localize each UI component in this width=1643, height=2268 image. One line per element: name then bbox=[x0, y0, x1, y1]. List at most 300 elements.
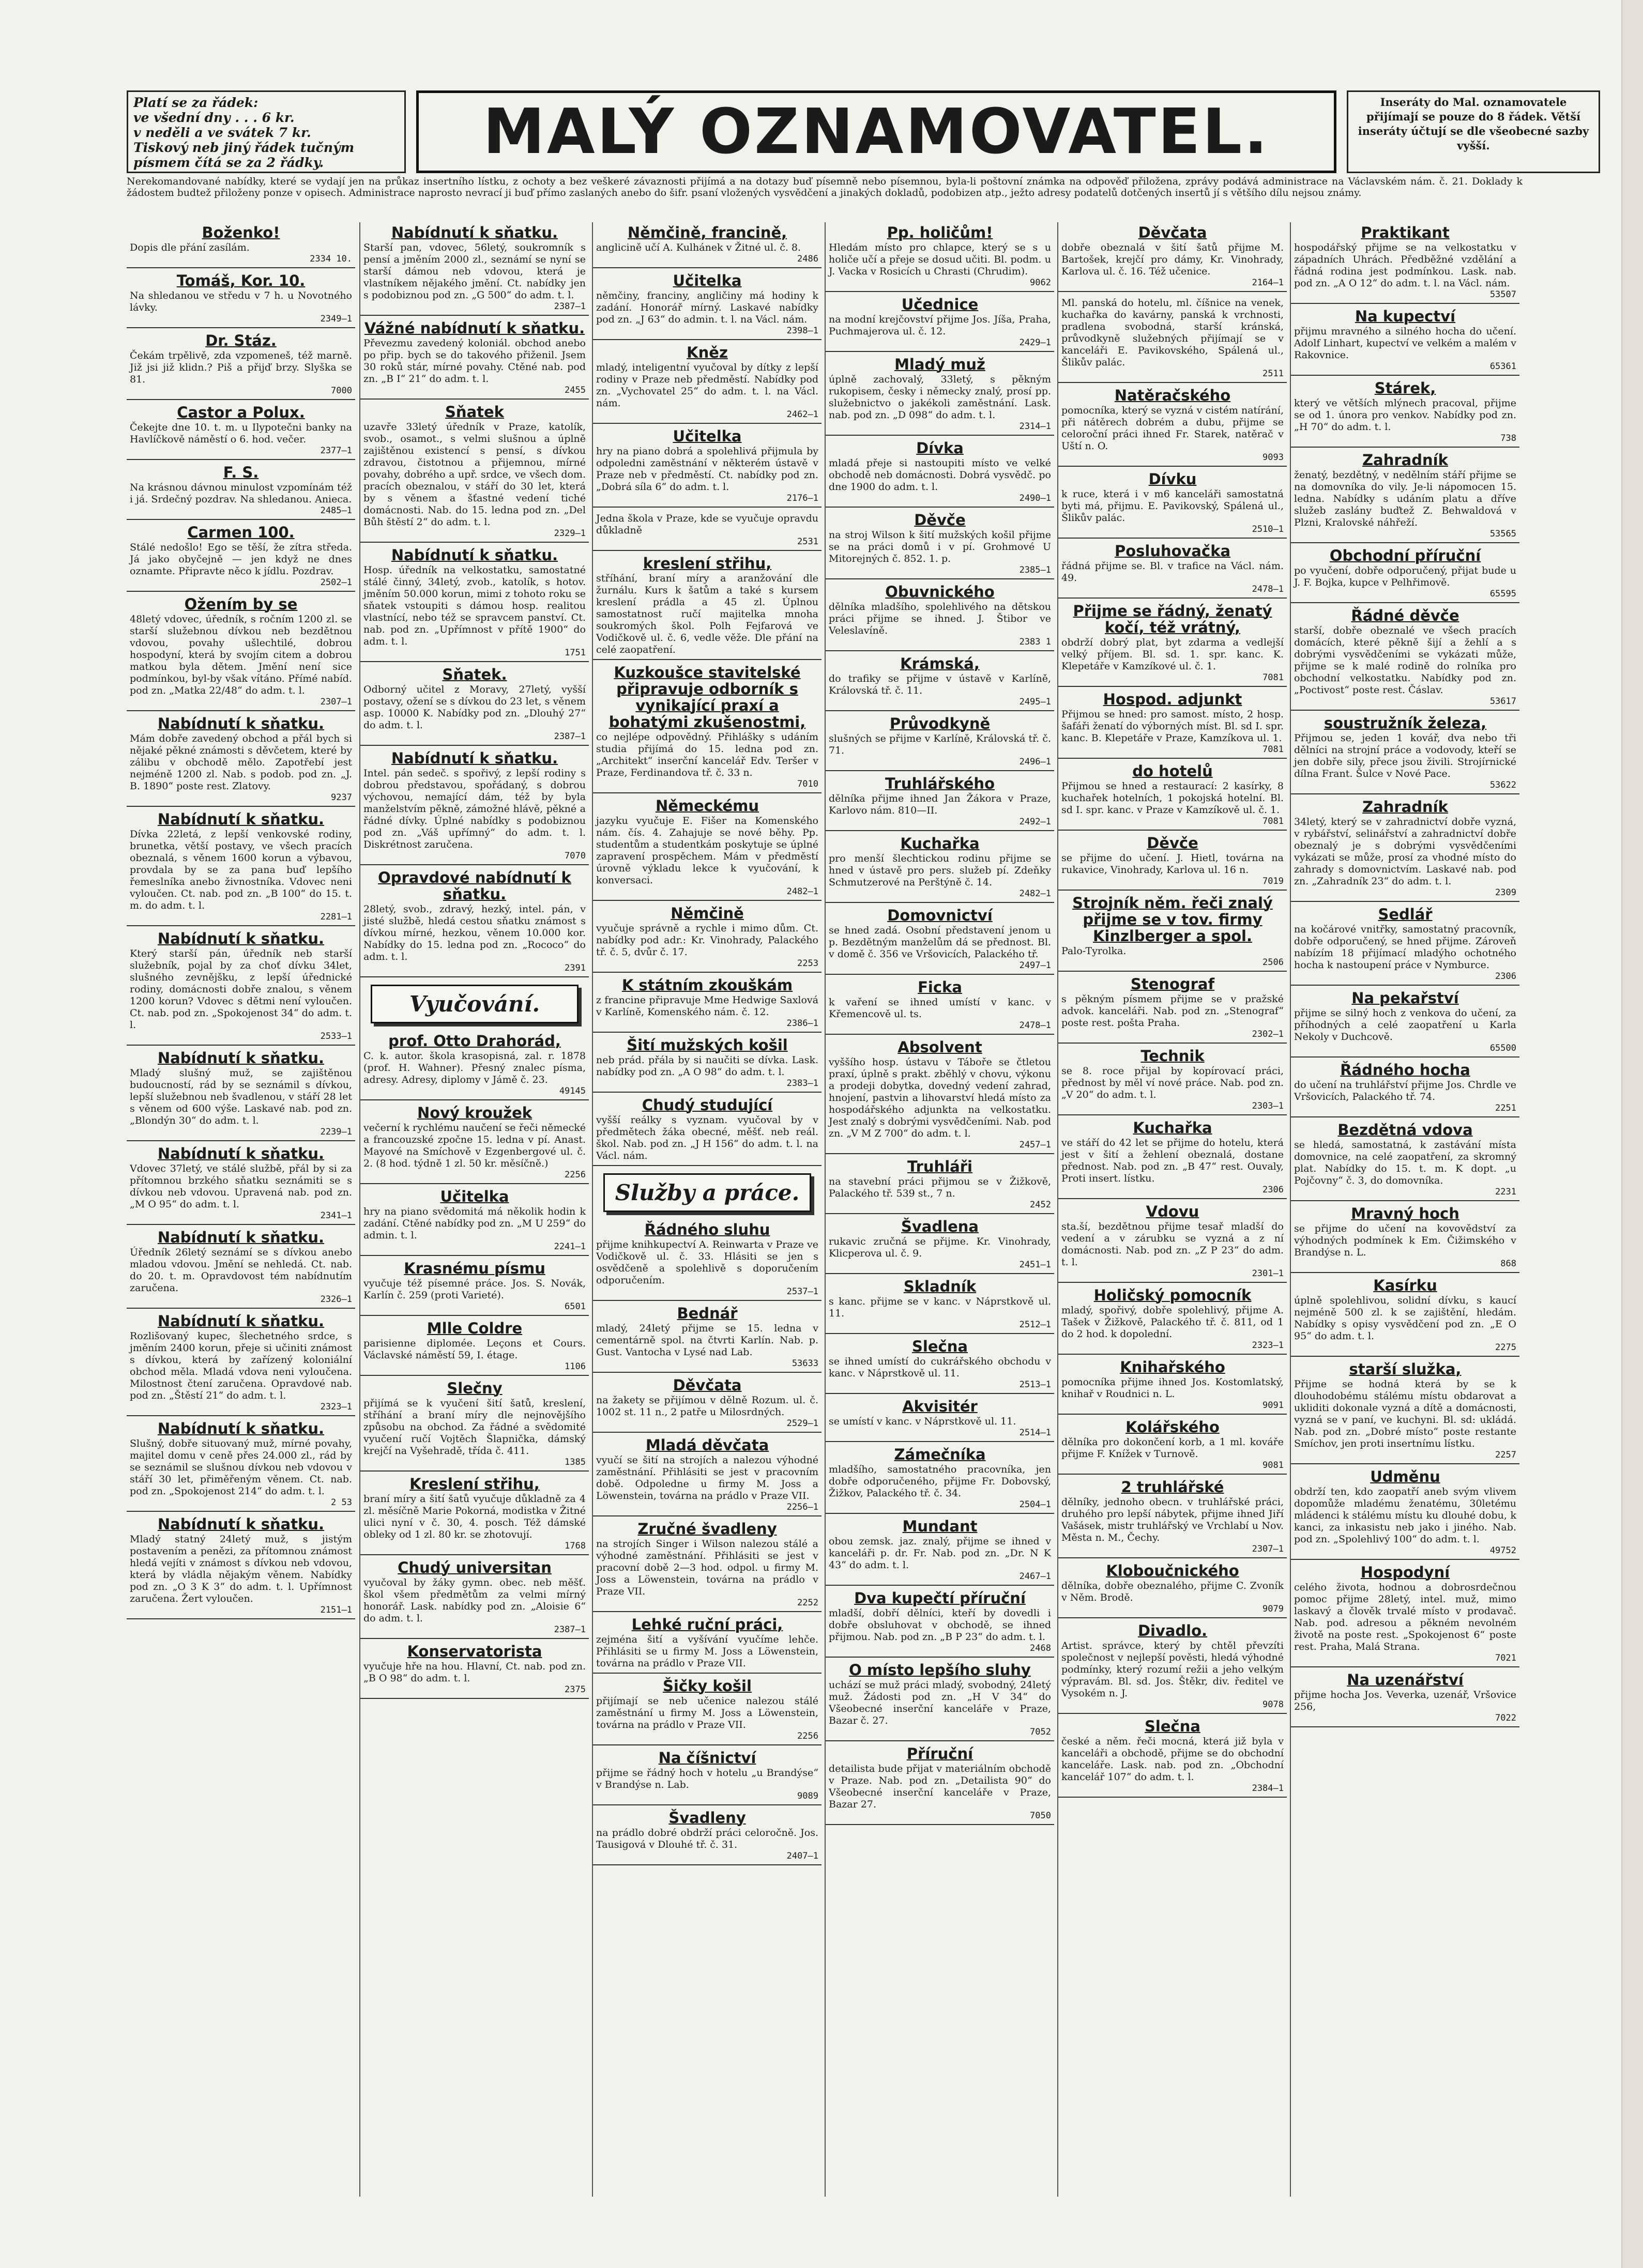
classified-ad bbox=[826, 1336, 1054, 1394]
ad-number: 65500 bbox=[1489, 1043, 1516, 1053]
ad-text: se umístí v kanc. v Náprstkově ul. 11. bbox=[829, 1416, 1016, 1427]
ad-text: Ml. panská do hotelu, ml. číšnice na venek, kuchařka do kavárny, panská k vrchnosti, pradlena svobodná, starší kránská, průvodkyně služebných přijímají se v kanceláři E. Pavikovského, Spálená ul., Šlikův palác. bbox=[1061, 297, 1284, 368]
classified-ad bbox=[1058, 1357, 1287, 1415]
ad-number: 2256 bbox=[565, 1170, 586, 1180]
ad-heading: Nabídnutí k sňatku. bbox=[157, 1312, 325, 1330]
ad-text: Mladý statný 24letý muž, s jistým postavením a penězi, za přítomnou známost hledá vejíti v známost s dívkou neb vdovou, která by vládla nějakým věnem. Nabídky pod zn. „O 3 K 3“ do adm. t. l. Upřímnost zaručena. Žert vyloučen. bbox=[130, 1534, 352, 1604]
ad-text: pomocníka, který se vyzná v cistém natírání, při nátěrech dobrém a dubu, přijme se celoroční práci ihned Fr. Starek, natěrač v Uští n. O. bbox=[1061, 405, 1284, 452]
ad-number: 2512—1 bbox=[1019, 1320, 1051, 1330]
classified-ad bbox=[1058, 541, 1287, 599]
ad-text: k vaření se ihned umístí v kanc. v Křemencově ul. ts. bbox=[829, 997, 1051, 1020]
classified-ad bbox=[826, 354, 1054, 436]
classified-ad bbox=[360, 1102, 589, 1184]
classified-ad bbox=[1291, 1275, 1519, 1357]
ad-number: 53565 bbox=[1489, 529, 1516, 539]
ad-heading: Šití mužských košil bbox=[627, 1036, 788, 1054]
classified-ad bbox=[1291, 1466, 1519, 1560]
classified-ad bbox=[593, 1676, 822, 1745]
ad-heading: Zahradník bbox=[1362, 798, 1448, 816]
classified-ad bbox=[1058, 974, 1287, 1044]
ad-number: 2529—1 bbox=[786, 1418, 818, 1429]
ad-heading: Ožením by se bbox=[184, 595, 298, 613]
ad-text: na prádlo dobré obdrží práci celoročně. Jos. Tausigová v Dlouhé tř. č. 31. bbox=[596, 1827, 818, 1850]
ad-heading: Zámečníka bbox=[894, 1446, 986, 1463]
ad-heading: Řádného hocha bbox=[1340, 1061, 1470, 1079]
ad-text: celého života, hodnou a dobrosrdečnou pomoc přijme 28letý, intel. muž, mimo laskavý a člověk trvalé místo v prodavač. Nab. pod. adresou a pěkném nevolném životě na poste rest. „Spokojenost 6“ poste rest. Praha, Malá Strana. bbox=[1294, 1582, 1516, 1652]
ad-number: 2384—1 bbox=[1252, 1783, 1284, 1794]
ad-text: Mám dobře zavedený obchod a přál bych si nějaké pěkné známosti s děvčetem, které by zálibu v obchodě mělo. Zapotřebí jest nejméně 1200 zl. Nab. s podob. pod zn. „J. B. 1890“ poste rest. Zlatovy. bbox=[130, 733, 352, 792]
ad-number: 2492—1 bbox=[1019, 817, 1051, 827]
ad-number: 2429—1 bbox=[1019, 338, 1051, 348]
classified-ad bbox=[127, 713, 355, 807]
ad-number: 9089 bbox=[797, 1791, 818, 1801]
ad-heading: Sedlář bbox=[1378, 906, 1433, 923]
classified-ad bbox=[127, 330, 355, 400]
ad-text: přijme se silný hoch z venkova do učení, za příhodných a celé zaopatření u Karla Nekoly v Duchcově. bbox=[1294, 1007, 1516, 1043]
ad-number: 2486 bbox=[797, 254, 818, 264]
classified-ad bbox=[127, 1311, 355, 1416]
classified-ad bbox=[1058, 385, 1287, 467]
classified-ad bbox=[360, 664, 589, 746]
ad-text: mladý, spořivý, dobře spolehlivý, přijme A. Tašek v Žižkově, Palackého tř. č. 811, od 1 do 2 hod. k dopolední. bbox=[1061, 1305, 1284, 1340]
ad-heading: Řádné děvče bbox=[1351, 607, 1459, 624]
ad-text: dělníky, jednoho obecn. v truhlářské práci, druhého pro lepší nábytek, přijme ihned Jiří Vašásek, mistr truhlářský ve Vrchlabí u Nov. Města n. M., Čechy. bbox=[1061, 1496, 1284, 1543]
ad-number: 6501 bbox=[565, 1301, 586, 1312]
classified-ad bbox=[127, 1143, 355, 1225]
ad-heading: Ficka bbox=[918, 978, 962, 996]
ad-heading: 2 truhlářské bbox=[1121, 1478, 1224, 1496]
ad-number: 9237 bbox=[331, 792, 352, 803]
classified-ad bbox=[826, 581, 1054, 651]
ad-text: Hledám místo pro chlapce, který se s u holiče učí a přeje se dosud učiti. Bl. podm. u J. Vacka v Rosicích u Chrasti (Chrudim). bbox=[829, 242, 1051, 277]
classified-ad bbox=[1058, 294, 1287, 383]
classified-ad bbox=[127, 928, 355, 1046]
ad-number: 2490—1 bbox=[1019, 493, 1051, 503]
ad-heading: Udměnu bbox=[1370, 1468, 1440, 1485]
ad-text: 34letý, který se v zahradnictví dobře vyzná, v rybářství, selinářství a zahradnictví dobře obeznalý je s dobrými vysvědčeními vykázati se může, prosí za vhodné místo do zahrady s domovnictvím. Laskavé nab. pod zn. „Zahradník 23“ do adm. t. l. bbox=[1294, 816, 1516, 887]
classified-ad bbox=[826, 1660, 1054, 1741]
section-banner: Vyučování. bbox=[371, 985, 579, 1023]
classified-ad bbox=[1058, 469, 1287, 539]
ad-text: přijmu mravného a silného hocha do učení. Adolf Linhart, kupectví ve velkém a malém v Rakovnice. bbox=[1294, 326, 1516, 361]
ad-text: obou zemsk. jaz. znalý, přijme se ihned v kanceláři p. dr. Fr. Nab. pod zn. „Dr. N K 43“ do adm. t. l. bbox=[829, 1536, 1051, 1571]
ad-heading: Absolvent bbox=[897, 1038, 982, 1056]
ad-number: 7000 bbox=[331, 386, 352, 396]
classified-ad bbox=[1058, 1477, 1287, 1558]
ad-heading: Nabídnutí k sňatku. bbox=[157, 1049, 325, 1067]
classified-ad bbox=[593, 426, 822, 508]
ad-number: 868 bbox=[1500, 1259, 1516, 1269]
ad-text: přijme se řádný hoch v hotelu „u Brandýse“ v Brandýse n. Lab. bbox=[596, 1767, 818, 1790]
ad-heading: Řádného sluhu bbox=[644, 1221, 770, 1238]
ad-text: mladý, 24letý přijme se 15. ledna v cementárně spol. na čtvrti Karlín. Nab. p. Gust. Vantocha v Lysé nad Lab. bbox=[596, 1323, 818, 1358]
classified-ad bbox=[593, 1303, 822, 1373]
ad-number: 53507 bbox=[1489, 289, 1516, 300]
ad-text: vyučuje hře na hou. Hlavní, Ct. nab. pod zn. „B O 98“ do adm. t. l. bbox=[363, 1661, 586, 1684]
ad-text: Na shledanou ve středu v 7 h. u Novotného lávky. bbox=[130, 290, 352, 313]
ad-heading: prof. Otto Drahorád, bbox=[388, 1032, 561, 1050]
ad-number: 2239—1 bbox=[320, 1127, 352, 1137]
ad-text: přijme hocha Jos. Veverka, uzenář, Vršovice 256, bbox=[1294, 1689, 1516, 1712]
ad-heading: Sňatek. bbox=[442, 666, 507, 683]
ad-number: 2251 bbox=[1495, 1103, 1516, 1113]
ad-text: se přijme do učení na kovovědství za výhodných podmínek k Em. Čižimského v Brandýse n. L. bbox=[1294, 1223, 1516, 1258]
ad-heading: do hotelů bbox=[1132, 762, 1213, 780]
classified-ad bbox=[127, 1227, 355, 1309]
ad-heading: K státním zkouškám bbox=[621, 976, 793, 994]
price-line: ve všední dny . . . 6 kr. bbox=[133, 110, 295, 125]
ad-number: 2386—1 bbox=[786, 1018, 818, 1029]
ad-text: na žakety se přijímou v dělně Rozum. ul. č. 1002 st. 11 n., 2 patře u Milosrdných. bbox=[596, 1394, 818, 1418]
ad-text: Intel. pán sedeč. s spořivý, z lepší rodiny s dobrou představou, spořádaný, s dobrou výchovou, nemající dám, též by byla manželstvím pěkně, zámožné hlávě, pěkné a řádné dívky. Úplné nabídky s podobiznou pod zn. „Váš upřímný“ do adm. t. l. Diskrétnost zaručena. bbox=[363, 768, 586, 850]
ad-text: na kočárové vnitřky, samostatný pracovník, dobře odporučený, se hned přijme. Zároveň nabízím 18 přijímací mladýho ochotného hocha k nastoupení práce v Nymburce. bbox=[1294, 924, 1516, 971]
ad-heading: Slečna bbox=[1145, 1718, 1200, 1735]
ad-number: 2307—1 bbox=[1252, 1544, 1284, 1554]
ad-heading: Na číšnictví bbox=[658, 1749, 756, 1767]
ad-heading: Na kupectví bbox=[1355, 308, 1456, 325]
ad-number: 2497—1 bbox=[1019, 960, 1051, 971]
ad-text: řádná přijme se. Bl. v trafice na Václ. nám. 49. bbox=[1061, 560, 1284, 584]
ad-text: Který starší pán, úředník neb starší služebník, pojal by za choť dívku 34let, slušného zevnějšku, z lepší úřednické rodiny, domácnosti dobře znalou, s věnem 1200 korun? Vdovec s dětmi není vyloučen. Ct. nab. pod zn. „Spokojenost 34“ do adm. t. l. bbox=[130, 948, 352, 1031]
classified-ad bbox=[360, 1378, 589, 1472]
ad-heading: Šičky košil bbox=[663, 1677, 752, 1695]
ad-text: na stroj Wilson k šití mužských košil přijme se na práci domů i v pí. Grohmové U Mitorejných č. 852. 1. p. bbox=[829, 529, 1051, 564]
ad-text: anglicině učí A. Kulhánek v Žitné ul. č. 8. bbox=[596, 242, 801, 253]
ad-text: Čekejte dne 10. t. m. u Ilypotečni banky na Havlíčkově náměstí o 6. hod. večer. bbox=[130, 422, 352, 445]
classified-ad bbox=[593, 1095, 822, 1166]
classified-ad bbox=[360, 1318, 589, 1376]
ad-number: 2257 bbox=[1495, 1450, 1516, 1460]
ad-text: se 8. roce přijal by kopírovací práci, přednost by měl ví nové práce. Nab. pod zn. „V 20“ do adm. t. l. bbox=[1061, 1065, 1284, 1100]
ad-number: 7019 bbox=[1262, 876, 1284, 886]
classified-ad bbox=[826, 510, 1054, 579]
classified-ad bbox=[1291, 1359, 1519, 1464]
classified-ad bbox=[1291, 1203, 1519, 1273]
ad-number: 2375 bbox=[565, 1684, 586, 1695]
ad-number: 2383—1 bbox=[786, 1078, 818, 1089]
ad-text: Hosp. úředník na velkostatku, samostatné stálé činný, 34letý, zvob., katolík, s hotov. jměním 50.000 korun, mimi z tohoto roku se sňatek vstoupiti s dámou hosp. realitou vlastnící, nebo též se spravcem panství. Ct. nab. pod zn. „Upřímnost v přítě 1900“ do adm. t. l. bbox=[363, 564, 586, 647]
ad-number: 2514—1 bbox=[1019, 1428, 1051, 1438]
classified-ad bbox=[593, 1035, 822, 1093]
ad-heading: Kuzkoušce stavitelské připravuje odborník s vynikající praxí a bohatými zkušenostmi, bbox=[608, 664, 806, 731]
ad-number: 2323—1 bbox=[1252, 1340, 1284, 1351]
ad-text: co nejlépe odpovědný. Přihlášky s udáním studia přijímá do 15. ledna pod zn. „Architekt“ inserční kancelář Edv. Teršer v Praze, Ferdinandova tř. č. 33 n. bbox=[596, 731, 818, 778]
ad-heading: Slečny bbox=[447, 1380, 503, 1397]
ad-text: do učení na truhlářství přijme Jos. Chrdle ve Vršovicích, Palackého tř. 74. bbox=[1294, 1079, 1516, 1102]
ad-text: který ve větších mlýnech pracoval, přijme se od 1. února pro venkov. Nabídky pod zn. „H 70“ do adm. t. l. bbox=[1294, 397, 1516, 433]
classified-ad bbox=[360, 1258, 589, 1316]
ad-text: uzavře 33letý úředník v Praze, katolík, svob., osamot., s velmi slušnou a úplně zajištěnou existencí s pensí, s dívkou zdravou, čistotnou a přijemnou, mírné povahy, dobrého a upř. srdce, ve všech dom. pracích obeznalou, v stáří do 30 let, která by s věnem a šťastné vedení tiché domácnosti. Nab. do 15. ledna pod zn. „Del Bůh štěstí 2“ do adm. t. l. bbox=[363, 421, 586, 528]
ad-text: k ruce, která i v m6 kanceláři samostatná byti má, přijmu. E. Pavikovský, Spálená ul., Šlikův palác. bbox=[1061, 488, 1284, 524]
ad-number: 2385—1 bbox=[1019, 565, 1051, 575]
ad-text: vyššího hosp. ústavu v Táboře se čtletou praxí, úplně s prakt. zběhlý v chovu, výkonu a prodeji dobytka, dovedný vedení zahrad, hnojení, pastvin a lihovarství hledá místo za hospodářského adjunkta na velkostatku. Jest znalý s dobrými vysvědčeními. Nab. pod zn. „V M Z 700“ do adm. t. l. bbox=[829, 1056, 1051, 1139]
ad-number: 2455 bbox=[565, 385, 586, 395]
classified-ad bbox=[826, 222, 1054, 292]
intro-paragraph: Nerekomandované nabídky, které se vydají jen na průkaz insertního lístku, z ochoty a bez veškeré závaznosti přijímá a na dotazy buď písemně nebo písemnou, byla-li poštovní známka na odpověď přiložena, zprávy podává administrace na Václavském nám. č. 21. Doklady k žádostem budtež přiloženy ponze v opisech. Administrace naprosto nevrací ji buď přímo zaslaných anebo do šifr. psaní vložených vysvědčení a jinakých dokladů, podobizen atp., ježto adresy podatelů dotčených insertů jí s většího dílu nejsou známy. bbox=[127, 176, 1523, 198]
ad-number: 2349—1 bbox=[320, 314, 352, 324]
ad-text: starší, dobře obeznalé ve všech pracích domácích, které pěkně šijí a žehlí a s dobrými vysvědčeními se vykázati může, přijme se k malé rodině do rolníka pro obchodní velkostatku. Nabídky pod zn. „Poctivost“ poste rest. Čáslav. bbox=[1294, 625, 1516, 696]
ad-text: Čekám trpělivě, zda vzpomeneš, též marně. Již jsi již klidn.? Piš a přijď brzy. Slyška se 81. bbox=[130, 350, 352, 385]
ad-heading: Truhlářského bbox=[885, 775, 995, 792]
ad-number: 9078 bbox=[1262, 1699, 1284, 1710]
classified-ad bbox=[826, 713, 1054, 771]
price-line: v neděli a ve svátek 7 kr. bbox=[133, 125, 311, 140]
ad-heading: Nabídnutí k sňatku. bbox=[157, 810, 325, 828]
ad-heading: Boženko! bbox=[202, 224, 280, 241]
price-line: písmem čítá se za 2 řádky. bbox=[133, 155, 324, 170]
ad-heading: Hospodyní bbox=[1360, 1564, 1450, 1581]
classified-ad bbox=[360, 402, 589, 543]
ad-text: hry na piano dobrá a spolehlivá přijmula by odpoledni zaměstnání v některém ústavě v Praze neb v předměstí. Ct. nabídky pod zn. „Dobrá síla 6“ do adm. t. l. bbox=[596, 446, 818, 493]
ad-heading: Kněz bbox=[687, 344, 728, 361]
ad-number: 2252 bbox=[797, 1598, 818, 1608]
ad-heading: Mravný hoch bbox=[1351, 1205, 1459, 1222]
ad-text: mladý, inteligentní vyučoval by dítky z lepší rodiny v Praze neb předměstí. Nabídky pod zn. „Vychovatel 25“ do adm. t. l. na Václ. nám. bbox=[596, 362, 818, 409]
ad-number: 7022 bbox=[1495, 1713, 1516, 1723]
classified-ad bbox=[826, 1396, 1054, 1442]
ad-text: Stálé nedošlo! Ego se těší, že zítra středa. Já jako obyčejně — jen když ne dnes oznamte. Připravte něco k jídlu. Pozdrav. bbox=[130, 542, 352, 577]
ad-number: 2407—1 bbox=[786, 1851, 818, 1861]
ad-number: 65595 bbox=[1489, 589, 1516, 599]
ad-heading: Vdovu bbox=[1146, 1203, 1199, 1220]
ad-text: do trafiky se přijme v ústavě v Karlíně, Královská tř. č. 11. bbox=[829, 673, 1051, 696]
classified-ad bbox=[593, 1614, 822, 1674]
ad-heading: Mlle Coldre bbox=[427, 1320, 523, 1337]
ad-column bbox=[127, 222, 355, 2197]
ad-text: C. k. autor. škola krasopisná, zal. r. 1878 (prof. H. Wahner). Přesný znalec písma, adresy. Adresy, diplomy v Jámě č. 23. bbox=[363, 1050, 586, 1085]
ad-text: 28letý, svob., zdravý, hezký, intel. pán, v jisté službě, hledá cestou sňatku známost s dívkou mírné, hezkou, věnem 10.000 kor. Nabídky do 15. ledna pod zn. „Rococo“ do adm. t. l. bbox=[363, 903, 586, 962]
ad-number: 9079 bbox=[1262, 1604, 1284, 1614]
classified-ad bbox=[1291, 450, 1519, 543]
ad-number: 738 bbox=[1500, 433, 1516, 443]
ad-number: 2314—1 bbox=[1019, 421, 1051, 432]
classified-ad bbox=[1058, 1620, 1287, 1714]
ad-heading: Švadlena bbox=[901, 1218, 979, 1235]
ad-heading: Mladá děvčata bbox=[645, 1436, 769, 1454]
ad-number: 9093 bbox=[1262, 452, 1284, 463]
classified-ad bbox=[593, 553, 822, 660]
classified-ad bbox=[1058, 1417, 1287, 1475]
ad-text: na strojích Singer i Wilson nalezou stálé a výhodné zaměstnání. Přihlásiti se jest v pracovní době 2—3 hod. odpol. u firmy M. Joss a Löwenstein, továrna na prádlo v Praze VII. bbox=[596, 1538, 818, 1597]
ad-number: 2301—1 bbox=[1252, 1268, 1284, 1279]
ad-number: 2452 bbox=[1030, 1200, 1051, 1210]
ad-number: 2451—1 bbox=[1019, 1260, 1051, 1270]
ad-text: mladšího, samostatného pracovníka, jen dobře odporučeného, přijme Fr. Dobovský, Žižkov, Palackého tř. č. 34. bbox=[829, 1464, 1051, 1499]
masthead bbox=[127, 90, 1589, 178]
ad-heading: Obuvnického bbox=[885, 583, 995, 601]
classified-ad bbox=[593, 1748, 822, 1805]
ad-number: 2303—1 bbox=[1252, 1101, 1284, 1111]
ad-heading: Kreslení střihu, bbox=[409, 1475, 540, 1493]
ad-number: 2531 bbox=[797, 537, 818, 547]
ad-heading: Holičský pomocník bbox=[1093, 1286, 1252, 1304]
classified-ad bbox=[826, 773, 1054, 831]
ad-heading: Němčině bbox=[671, 905, 744, 922]
ad-heading: Vážné nabídnutí k sňatku. bbox=[364, 319, 585, 337]
classified-ad bbox=[360, 1557, 589, 1639]
ad-text: české a něm. řeči mocná, která již byla v kanceláři a obchodě, přijme se do obchodní kanceláře. Lask. nab. pod zn. „Obchodní kancelář 107“ do adm. t. l. bbox=[1061, 1736, 1284, 1783]
ad-heading: Dívku bbox=[1148, 470, 1197, 488]
classified-ad bbox=[1058, 1285, 1287, 1355]
ad-number: 53633 bbox=[792, 1358, 818, 1369]
ad-text: se ihned umístí do cukrářského obchodu v kanc. v Náprstkově ul. 11. bbox=[829, 1356, 1051, 1379]
ad-text: Palo-Tyrolka. bbox=[1061, 945, 1127, 957]
classified-ad bbox=[1058, 833, 1287, 891]
classified-ad bbox=[1291, 713, 1519, 794]
ad-text: Artist. správce, který by chtěl převzíti společnost v nejlepší pověsti, hledá výhodné podmínky, který rozumí režii a jeho velkým výpravám. Bl. sd. Jos. Štěkr, div. ředitel ve Vysokém n. J. bbox=[1061, 1640, 1284, 1699]
ad-number: 53617 bbox=[1489, 696, 1516, 707]
ad-heading: kreslení střihu, bbox=[643, 555, 772, 572]
ad-heading: Natěračského bbox=[1114, 387, 1231, 404]
ad-text: Dívka 22letá, z lepší venkovské rodiny, brunetka, větší postavy, ve všech pracích obeznalá, s věnem 1600 korun a výbavou, provdala by se za pana buď lepšího řemeslníka anebo živnostníka. Vdovec neni vyloučen. Ct. nab. pod zn. „B 100“ do 15. t. m. do adm. t. l. bbox=[130, 829, 352, 911]
ad-number: 2341—1 bbox=[320, 1210, 352, 1221]
ad-heading: Slečna bbox=[912, 1338, 968, 1355]
ad-number: 53622 bbox=[1489, 780, 1516, 790]
classified-ad bbox=[360, 318, 589, 400]
ad-number: 2482—1 bbox=[786, 886, 818, 897]
classified-ad bbox=[826, 1743, 1054, 1825]
ad-heading: Dva kupečtí příruční bbox=[854, 1589, 1026, 1607]
classified-ad bbox=[1291, 1562, 1519, 1667]
ad-heading: Nabídnutí k sňatku. bbox=[157, 1229, 325, 1246]
ad-number: 2323—1 bbox=[320, 1402, 352, 1412]
ad-number: 9081 bbox=[1262, 1460, 1284, 1470]
classified-ad bbox=[1291, 545, 1519, 603]
classified-ad bbox=[593, 1219, 822, 1301]
ad-text: pro menší šlechtickou rodinu přijme se hned v ústavě pro pers. služeb pí. Zdeňky Schmutzerové na Perštýně č. 14. bbox=[829, 853, 1051, 888]
ad-text: neb prád. přála by si naučiti se dívka. Lask. nabídky pod zn. „A O 98“ do adm. t. l. bbox=[596, 1054, 818, 1078]
ad-heading: Učitelka bbox=[673, 427, 742, 445]
ad-number: 2307—1 bbox=[320, 697, 352, 707]
classified-ad bbox=[826, 977, 1054, 1035]
ad-heading: Mundant bbox=[902, 1518, 978, 1535]
ad-heading: Nabídnutí k sňatku. bbox=[157, 1420, 325, 1437]
ad-text: sta.ší, bezdětnou přijme tesař mladší do vedení a v zárubku se vyzná a z ní domácnosti. Nab. pod zn. „Z P 23“ do adm. t. l. bbox=[1061, 1221, 1284, 1268]
ad-columns bbox=[127, 222, 1523, 2197]
ad-text: večerní k rychlému naučení se řeči německé a francouzské zpočne 15. ledna v pí. Anast. Mayové na Smíchově v Ezgenbergové ul. č. 2. (8 hod. týdně 1 zl. 50 kr. měsíčně.) bbox=[363, 1122, 586, 1169]
ad-number: 1106 bbox=[565, 1361, 586, 1372]
ad-heading: Nabídnutí k sňatku. bbox=[157, 930, 325, 947]
classified-ad bbox=[826, 1156, 1054, 1214]
ad-number: 2387—1 bbox=[554, 1625, 586, 1635]
classified-ad bbox=[593, 795, 822, 901]
ad-text: mladší, dobří dělníci, kteří by dovedli i dobře obsluhovat v obchodě, se ihned přijmou. Nab. pod zn. „B P 23“ do adm. t. l. bbox=[829, 1607, 1051, 1643]
ad-number: 2241—1 bbox=[554, 1242, 586, 1252]
classified-ad bbox=[360, 867, 589, 977]
ad-heading: Opravdové nabídnutí k sňatku. bbox=[378, 869, 571, 903]
ad-heading: Zahradník bbox=[1362, 451, 1448, 469]
section-banner: Služby a práce. bbox=[603, 1173, 811, 1212]
ad-number: 2176—1 bbox=[786, 493, 818, 503]
ad-number: 2495—1 bbox=[1019, 697, 1051, 707]
classified-ad bbox=[1291, 796, 1519, 902]
ad-number: 2377—1 bbox=[320, 446, 352, 456]
classified-ad bbox=[127, 1418, 355, 1512]
ad-text: s kanc. přijme se v kanc. v Náprstkově ul. 11. bbox=[829, 1296, 1051, 1319]
ad-heading: Nabídnutí k sňatku. bbox=[391, 224, 558, 241]
ad-text: po vyučení, dobře odporučený, přijat bude u J. F. Bojka, kupce v Pelhřimově. bbox=[1294, 565, 1516, 588]
ad-heading: Praktikant bbox=[1361, 224, 1450, 241]
ad-heading: Lehké ruční práci, bbox=[631, 1616, 783, 1633]
ad-number: 7010 bbox=[797, 779, 818, 789]
ad-number: 65361 bbox=[1489, 361, 1516, 372]
ad-number: 7081 bbox=[1262, 672, 1284, 683]
ad-number: 2253 bbox=[797, 958, 818, 969]
ad-heading: Švadleny bbox=[668, 1809, 746, 1827]
ad-heading: Kloboučnického bbox=[1106, 1562, 1239, 1580]
classified-ad bbox=[1291, 1120, 1519, 1201]
classified-ad bbox=[593, 1519, 822, 1612]
ad-text: detailista bude přijat v materiálním obchodě v Praze. Nab. pod zn. „Detailista 90“ do Všeobecné inserční kanceláře v Praze, Bazar 27. bbox=[829, 1763, 1051, 1810]
ad-text: vyučoval by žáky gymn. obec. neb měšť. škol všem předmětům za velmi mírný honorář. Lask. nabídky pod zn. „Aloisie 6“ do adm. t. l. bbox=[363, 1577, 586, 1624]
ad-heading: Pp. holičům! bbox=[887, 224, 993, 241]
ad-number: 2537—1 bbox=[786, 1286, 818, 1297]
ad-text: stříhání, braní míry a aranžování dle žurnálu. Kurs k šatům a také s kursem kreslení prádla a 45 zl. Úplnou samostatnost ručí majitelka mnoha soukromých škol. Polh Fejfarová ve Vodičkově ul. č. 6, vedle věže. Dle přání na celé zaopatření. bbox=[596, 573, 818, 655]
ad-heading: Krámská, bbox=[900, 655, 980, 672]
ad-heading: Nabídnutí k sňatku. bbox=[391, 749, 558, 767]
ad-heading: Průvodkyně bbox=[889, 715, 991, 732]
ad-text: Mladý slušný muž, se zajištěnou budoucností, rád by se seznámil s dívkou, lepší služebnou neb švadlenou, v stáří 28 let s věnem od 600 výše. Laskavé nab. pod zn. „Blondýn 30“ do adm. t. l. bbox=[130, 1067, 352, 1126]
ad-text: dělníka pro dokončení korb, a 1 ml. kováře přijme F. Knížek v Turnově. bbox=[1061, 1436, 1284, 1460]
ad-text: Přijmou se hned a restaurací: 2 kasírky, 8 kuchařek hotelních, 1 pokojská hotelní. Bl. sd I. spr. kanc. v Praze v Kamzíkově ul. č. 1. bbox=[1061, 780, 1284, 816]
classified-ad bbox=[826, 1516, 1054, 1586]
ad-text: mladá přeje si nastoupiti místo ve velké obchodě neb domácnosti. Dobrá vysvědč. po dne 1900 do adm. t. l. bbox=[829, 457, 1051, 493]
page-edge bbox=[1621, 0, 1643, 2268]
classified-ad bbox=[1291, 605, 1519, 711]
ad-text: Vdovec 37letý, ve stálé službě, přál by si za přítomnou brzkého sňatku seznámiti se s dívkou neb vdovou. Upravená nab. pod zn. „M O 95“ do adm. t. l. bbox=[130, 1163, 352, 1210]
ad-heading: Kolářského bbox=[1125, 1418, 1220, 1436]
ad-text: dělníka přijme ihned Jan Žákora v Praze, Karlovo nám. 810—II. bbox=[829, 793, 1051, 816]
classified-ad bbox=[1058, 761, 1287, 831]
classified-ad bbox=[826, 1444, 1054, 1514]
ad-text: Úředník 26letý seznámí se s dívkou anebo mladou vdovou. Jmění se nehledá. Ct. nab. do 20. t. m. Opravdovost tém nabídnutím zaručena. bbox=[130, 1247, 352, 1294]
ad-number: 2496—1 bbox=[1019, 757, 1051, 767]
classified-ad bbox=[1291, 1669, 1519, 1727]
ad-heading: Děvčata bbox=[1138, 224, 1207, 241]
ad-number: 2387—1 bbox=[554, 301, 586, 312]
ad-text: braní míry a šití šatů vyučuje důkladně za 4 zl. měsíčně Marie Pokorná, modistka v Žitné ulici nyní v č. 30, 4. posch. Též dámské obleky od 1 zl. 80 kr. se zhotovují. bbox=[363, 1493, 586, 1540]
ad-text: dobře obeznalá v šití šatů přijme M. Bartošek, krejčí pro dámy, Kr. Vinohrady, Karlova ul. č. 16. Též učenice. bbox=[1061, 242, 1284, 277]
ad-heading: Sňatek bbox=[445, 403, 504, 421]
ad-heading: Divadlo. bbox=[1137, 1622, 1208, 1639]
ad-text: jazyku vyučuje E. Fišer na Komenského nám. čís. 4. Zahajuje se nové běhy. Pp. studentům a studentkám poskytuje se úplné zapravení prospěchem. Mám v předměstí úrovně výkladu lekce k vyučování, k konversaci. bbox=[596, 815, 818, 886]
ad-heading: Chudý universitan bbox=[398, 1559, 552, 1576]
ad-text: s pěkným písmem přijme se v pražské advok. kanceláři. Nab. pod zn. „Stenograf“ poste rest. pošta Praha. bbox=[1061, 993, 1284, 1029]
ad-heading: Nabídnutí k sňatku. bbox=[391, 546, 558, 564]
classified-ad bbox=[360, 222, 589, 316]
ad-number: 2485—1 bbox=[320, 505, 352, 516]
classified-ad bbox=[593, 903, 822, 973]
ad-heading: Stárek, bbox=[1374, 379, 1436, 397]
ad-text: 48letý vdovec, úředník, s ročním 1200 zl. se starší služebnou dívkou neb bezdětnou vdovou, povahy ušlechtilé, dobrou hospodyní, která by svojím citem a dobrou matkou byla dětem. Jmění není sice podmínkou, byl-by však vítáno. Přímé nabíd. pod zn. „Matka 22/48“ do adm. t. l. bbox=[130, 614, 352, 696]
price-line: Tiskový neb jiný řádek tučným bbox=[133, 140, 355, 155]
ad-text: hospodářský přijme se na velkostatku v západních Uhrách. Předběžné vzdělání a řádná rodina jest podmínkou. Lask. nab. pod zn. „A O 12“ do adm. t. l. na Václ. nám. bbox=[1294, 242, 1516, 289]
ad-heading: Stenograf bbox=[1130, 975, 1215, 993]
ad-text: obdrží ten, kdo zaopatří aneb svým vlivem dopomůže mladému ženatému, 30letému mládenci k stálému místu ku dlouhé dobu, k kanci, za inkasistu neb jako i jiného. Nab. pod zn. „Spolehlivý 100“ do adm. t. l. bbox=[1294, 1486, 1516, 1545]
classified-ad bbox=[127, 462, 355, 520]
classified-ad bbox=[360, 1031, 589, 1100]
ad-heading: Nabídnutí k sňatku. bbox=[157, 1515, 325, 1533]
classified-ad bbox=[1058, 1201, 1287, 1283]
ad-number: 2457—1 bbox=[1019, 1140, 1051, 1150]
ad-text: Starší pan, vdovec, 56letý, soukromník s pensí a jměním 2000 zl., seznámí se nyní se starší dámou neb vdovou, která je vlastníkem nějakého jmění. Ct. nabídky jen s podobiznou pod zn. „G 500“ do adm. t. l. bbox=[363, 242, 586, 301]
classified-ad bbox=[1058, 1046, 1287, 1115]
ad-heading: Bezdětná vdova bbox=[1337, 1121, 1473, 1139]
ad-heading: Technik bbox=[1140, 1047, 1205, 1065]
ad-number: 1385 bbox=[565, 1457, 586, 1467]
ad-heading: Přijme se řádný, ženatý kočí, též vrátný, bbox=[1073, 602, 1272, 636]
classified-ad bbox=[1058, 1716, 1287, 1798]
